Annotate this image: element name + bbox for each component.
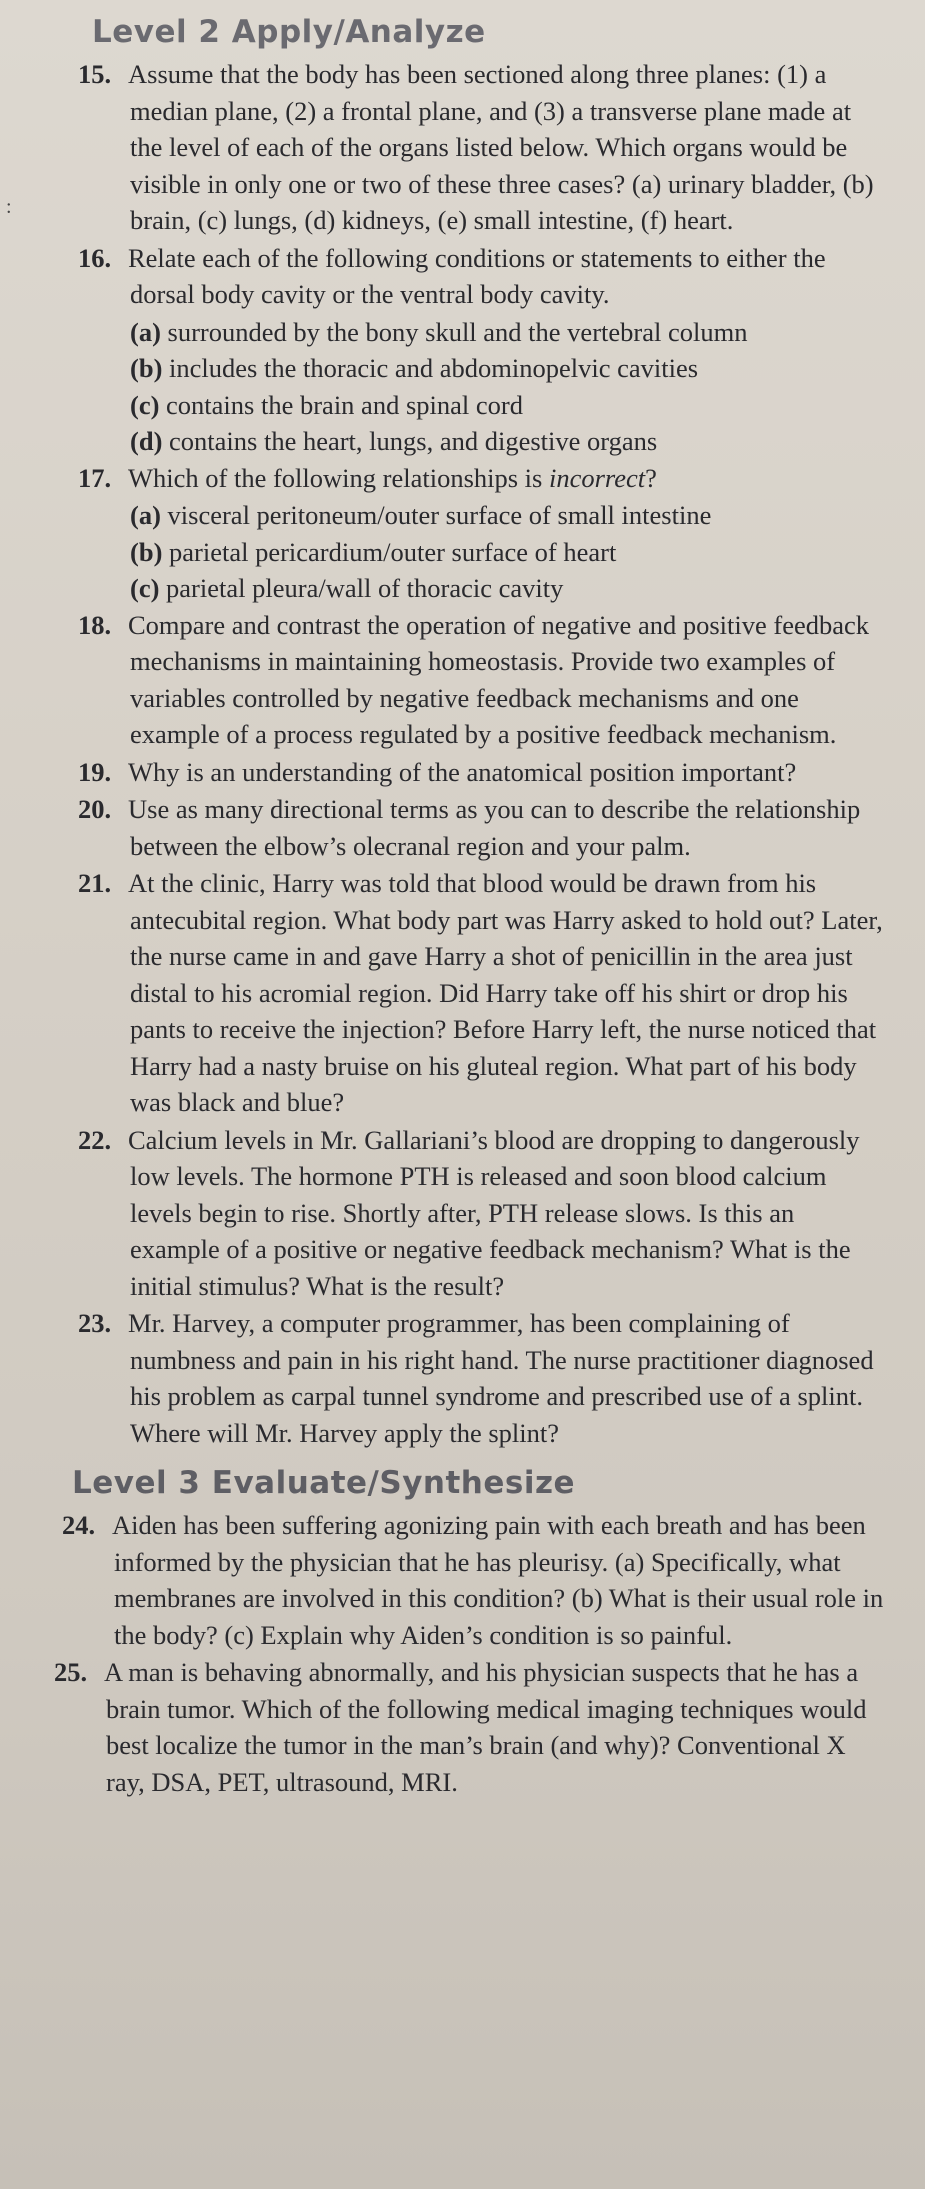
item-text: contains the brain and spinal cord — [166, 389, 523, 420]
question-text: Why is an understanding of the anatomical position important? — [128, 756, 797, 787]
question-number: 24. — [62, 1510, 96, 1540]
margin-mark: : — [6, 196, 12, 218]
level-2-heading: Level 2 Apply/Analyze — [92, 14, 486, 50]
item-letter: (d) — [130, 426, 163, 456]
question-17 — [78, 460, 885, 497]
question-number: 23. — [78, 1308, 112, 1338]
item-letter: (a) — [130, 316, 161, 347]
item-letter: (b) — [130, 536, 163, 567]
question-17-item-b — [78, 534, 885, 571]
question-number: 17. — [78, 462, 112, 493]
item-text: surrounded by the bony skull and the vertebral column — [167, 316, 748, 347]
item-text: includes the thoracic and abdominopelvic cavities — [169, 353, 699, 383]
question-17-item-a — [78, 497, 885, 534]
question-number: 18. — [78, 609, 112, 640]
question-21 — [78, 865, 885, 1121]
question-text: Which of the following relationships is — [128, 462, 549, 493]
item-text: parietal pleura/wall of thoracic cavity — [166, 573, 564, 603]
question-18 — [78, 607, 885, 753]
question-emphasis: incorrect — [549, 462, 646, 493]
question-23 — [78, 1305, 885, 1451]
question-text: Calcium levels in Mr. Gallariani’s blood are dropping to dangerously low levels. The hormone PTH is released and soon blood calcium levels begin to rise. Shortly after, PTH release slows. Is this an example of a positive or negative feedback mechanism? What is the initial stimulus? What is the result? — [128, 1124, 860, 1301]
question-16-item-c — [78, 387, 885, 424]
question-15 — [78, 56, 885, 239]
question-text: Relate each of the following conditions or statements to either the dorsal body cavity or the ventral body cavity. — [128, 242, 826, 309]
question-text-end: ? — [645, 462, 657, 493]
question-16-item-a — [78, 314, 885, 351]
question-25 — [54, 1654, 885, 1800]
question-number: 19. — [78, 756, 112, 787]
question-number: 22. — [78, 1124, 112, 1155]
question-20 — [78, 791, 885, 864]
item-letter: (a) — [130, 500, 161, 530]
question-16-item-b — [78, 350, 885, 387]
item-letter: (b) — [130, 353, 163, 383]
question-number: 16. — [78, 242, 112, 273]
question-text: Aiden has been suffering agonizing pain with each breath and has been informed by the physician that he has pleurisy. (a) Specifically, what membranes are involved in this condition? (b) What is their usual role in the body? (c) Explain why Aiden’s condition is so painful. — [112, 1510, 884, 1650]
question-19 — [78, 754, 885, 791]
level-3-heading: Level 3 Evaluate/Synthesize — [72, 1465, 576, 1501]
question-17-item-c — [78, 570, 885, 607]
question-text: At the clinic, Harry was told that blood would be drawn from his antecubital region. What body part was Harry asked to hold out? Later, the nurse came in and gave Harry a shot of penicillin in the area just distal to his acromial region. Did Harry take off his shirt or drop his pants to receive the injection? Before Harry left, the nurse noticed that Harry had a nasty bruise on his gluteal region. What part of his body was black and blue? — [128, 868, 883, 1117]
question-text: Compare and contrast the operation of negative and positive feedback mechanisms in maintaining homeostasis. Provide two examples of variables controlled by negative feedback mechanisms and one example of a process regulated by a positive feedback mechanism. — [128, 609, 869, 749]
question-16 — [78, 240, 885, 313]
question-number: 25. — [54, 1657, 88, 1687]
item-letter: (c) — [130, 573, 160, 603]
item-letter: (c) — [130, 389, 160, 420]
question-number: 15. — [78, 59, 112, 89]
question-text: Mr. Harvey, a computer programmer, has been complaining of numbness and pain in his right hand. The nurse practitioner diagnosed his problem as carpal tunnel syndrome and prescribed use of a splint. Where will Mr. Harvey apply the splint? — [128, 1308, 874, 1448]
question-number: 21. — [78, 868, 112, 898]
question-number: 20. — [78, 794, 112, 824]
question-text: Use as many directional terms as you can to describe the relationship between the elbow’s olecranal region and your palm. — [128, 794, 861, 861]
item-text: parietal pericardium/outer surface of heart — [169, 536, 617, 567]
item-text: visceral peritoneum/outer surface of small intestine — [167, 500, 712, 530]
question-text: A man is behaving abnormally, and his physician suspects that he has a brain tumor. Which of the following medical imaging techniques would best localize the tumor in the man’s brain (and why)? Conventional X ray, DSA, PET, ultrasound, MRI. — [104, 1657, 867, 1797]
question-22 — [78, 1122, 885, 1305]
question-text: Assume that the body has been sectioned along three planes: (1) a median plane, (2) a frontal plane, and (3) a transverse plane made at the level of each of the organs listed below. Which organs would be visible in only one or two of these three cases? (a) urinary bladder, (b) brain, (c) lungs, (d) kidneys, (e) small intestine, (f) heart. — [128, 59, 874, 235]
question-24 — [62, 1507, 885, 1653]
question-16-item-d — [78, 423, 885, 460]
item-text: contains the heart, lungs, and digestive organs — [169, 426, 658, 456]
